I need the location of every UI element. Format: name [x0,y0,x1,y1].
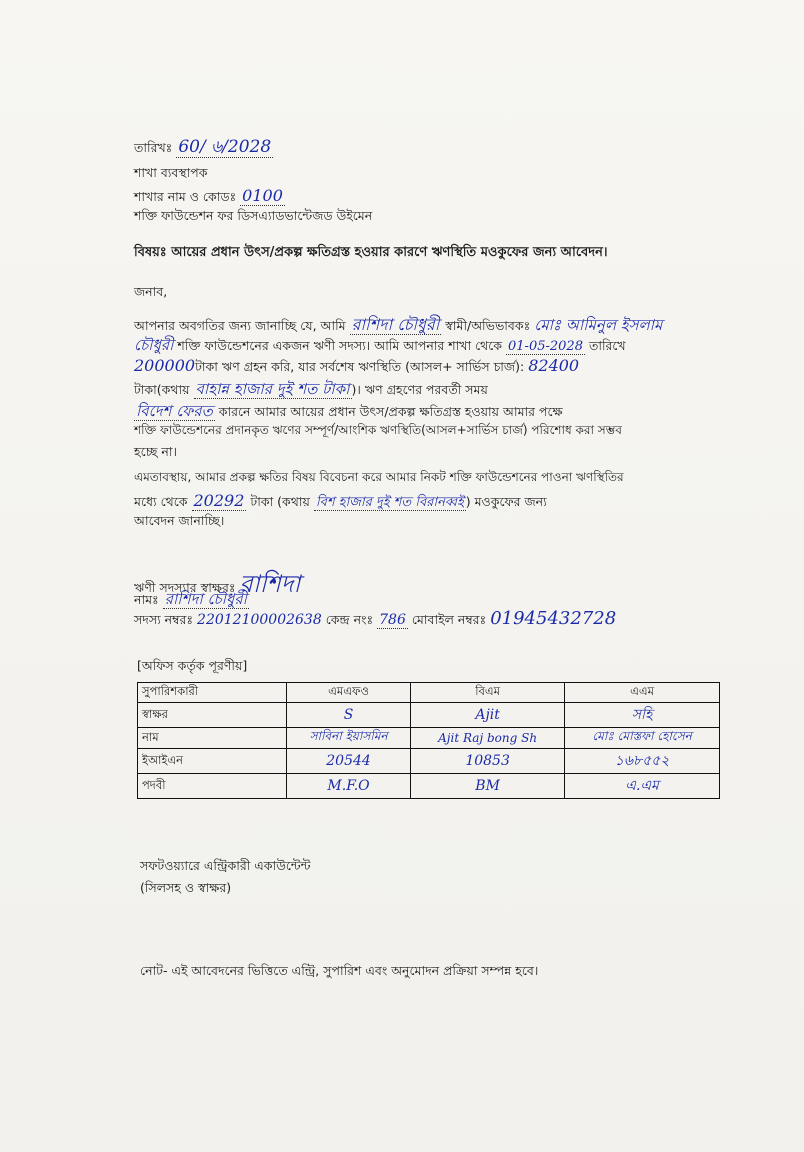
member-no-label: সদস্য নম্বরঃ [134,612,194,627]
para2-line2 [134,491,547,514]
table-cell: এ.এম [565,774,720,799]
row-label: স্বাক্ষর [138,703,287,728]
row-label: পদবী [138,774,287,799]
table-row [138,749,720,774]
table-cell: সাবিনা ইয়াসমিন [287,728,411,749]
signature-cell: S [287,703,411,728]
office-use-title: [অফিস কর্তৃক পূরণীয়] [137,658,248,673]
table-row [138,703,720,728]
member-name-value: রাশিদা চৌধুরী [164,590,247,608]
table-row [138,728,720,749]
table-cell: Ajit Raj bong Sh [411,728,565,749]
waiver-words-field: বিশ হাজার দুই শত বিরানব্বই [315,495,464,510]
accountant-line1: সফটওয়্যারে এন্ট্রিকারী একাউন্টেন্ট [140,858,311,873]
branch-value: 0100 [242,186,283,205]
loan-amount-field: 200000 [134,356,196,375]
date-line [134,134,273,162]
accountant-line2: (সিলসহ ও স্বাক্ষর) [140,880,232,895]
para1-text-g: )। ঋণ গ্রহণের পরবর্তী সময় [351,382,488,397]
guardian-cont-field: চৌধুরী [134,336,174,354]
para1-text-b: স্বামী/অভিভাবকঃ [445,318,531,333]
member-signature: রাশিদা [239,570,301,598]
row-label: ইআইএন [138,749,287,774]
header-cell: সুপারিশকারী [138,683,287,703]
kendra-value: 786 [379,612,406,628]
mobile-value: 01945432728 [490,608,617,629]
para1-text-f: টাকা(কথায় [134,382,190,397]
table-cell: 10853 [411,749,565,774]
para1-text-d: তারিখে [588,338,626,353]
para1-line6: শক্তি ফাউন্ডেশনের প্রদানকৃত ঋণের সম্পূর্ণ/আংশিক ঋণস্থিতি(আসল+সার্ভিস চার্জ) পরিশোধ করা সম্ভব [134,423,622,437]
balance-words-field: বাহান্ন হাজার দুই শত টাকা [195,380,350,398]
header-cell: এমএফও [287,683,411,703]
recommendation-table [137,682,720,799]
para2-text-d: ) মওকুফের জন্য [465,494,547,509]
header-cell: এএম [565,683,720,703]
reason-field: বিদেশ ফেরত [136,402,213,420]
para1-line7: হচ্ছে না। [134,444,177,459]
table-cell: ১৬৮৫৫২ [565,749,720,774]
kendra-label: কেন্দ্র নংঃ [325,612,374,627]
table-row [138,774,720,799]
header-cell: বিএম [411,683,565,703]
row-label: নাম [138,728,287,749]
table-header-row [138,683,720,703]
balance-field: 82400 [528,356,580,375]
loan-date-field: 01-05-2028 [508,339,583,354]
para2-text-c: টাকা (কথায় [250,494,310,509]
mobile-label: মোবাইল নম্বরঃ [411,612,487,627]
para1-text-e: টাকা ঋণ গ্রহন করি, যার সর্বশেষ ঋণস্থিতি (আসল+ সার্ভিস চার্জ): [195,359,525,374]
branch-label: শাখার নাম ও কোডঃ [134,189,237,204]
subject-line: বিষয়ঃ আয়ের প্রধান উৎস/প্রকল্প ক্ষতিগ্রস্ত হওয়ার কারণে ঋণস্থিতি মওকুফের জন্য আবেদন। [134,245,608,260]
member-signature-label: ঋণী সদস্যার স্বাক্ষরঃ [134,580,236,595]
date-value: 60/ ৬/2028 [178,137,272,157]
signature-cell: সহি [565,703,720,728]
guardian-name-field: মোঃ আমিনুল ইসলাম [534,316,663,334]
branch-line [134,186,285,209]
para2-line3: আবেদন জানাচ্ছি। [134,513,225,528]
para1-text-c: শক্তি ফাউন্ডেশনের একজন ঋণী সদস্য। আমি আপনার শাখা থেকে [177,338,503,353]
recipient-line: শাখা ব্যবস্থাপক [134,165,208,180]
table-cell: 20544 [287,749,411,774]
para2-text-b: মধ্যে থেকে [134,494,188,509]
date-label: তারিখঃ [134,140,173,155]
member-no-value: 22012100002638 [197,612,322,628]
para2-line1: এমতাবস্থায়, আমার প্রকল্প ক্ষতির বিষয় বিবেচনা করে আমার নিকট শক্তি ফাউন্ডেশনের পাওনা ঋণস্থিতির [134,470,624,484]
waiver-amount-field: 20292 [193,491,245,510]
member-name-label: নামঃ [134,592,159,607]
footer-note: নোট- এই আবেদনের ভিত্তিতে এন্ট্রি, সুপারিশ এবং অনুমোদন প্রক্রিয়া সম্পন্ন হবে। [140,963,539,978]
table-cell: BM [411,774,565,799]
salutation: জনাব, [134,284,168,299]
org-line: শক্তি ফাউন্ডেশন ফর ডিসএ্যাডভান্টেজড উইমেন [134,208,373,223]
table-cell: মোঃ মোস্তফা হোসেন [565,728,720,749]
para1-line3 [134,356,579,379]
member-number-line [134,608,616,632]
para1-text-h: কারনে আমার আয়ের প্রধান উৎস/প্রকল্প ক্ষতিগ্রস্ত হওয়ায় আমার পক্ষে [218,404,563,419]
table-cell: M.F.O [287,774,411,799]
signature-cell: Ajit [411,703,565,728]
para1-text-a: আপনার অবগতির জন্য জানাচ্ছি যে, আমি [134,318,346,333]
member-name-field: রাশিদা চৌধুরী [351,315,440,334]
